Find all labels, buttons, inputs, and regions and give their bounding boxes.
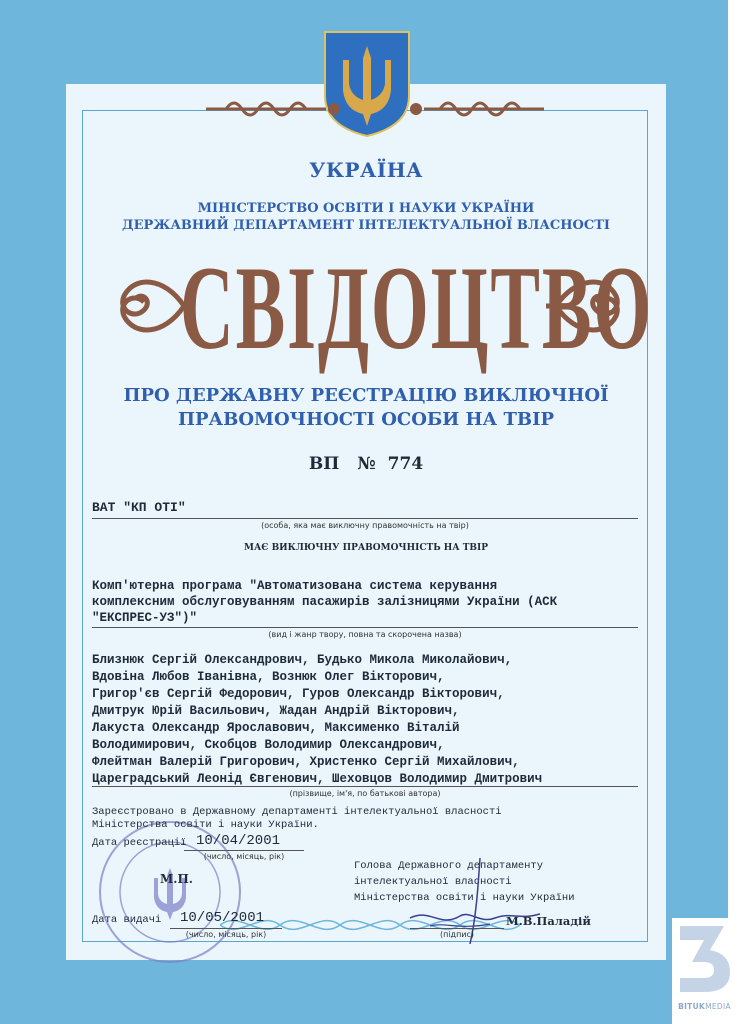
issue-date-value: 10/05/2001 <box>180 910 265 926</box>
registration-date-label: Дата реєстрації <box>92 837 187 849</box>
number-prefix: ВП <box>308 454 340 474</box>
certificate-number <box>66 454 666 474</box>
work-value: Комп'ютерна програма "Автоматизована система керування комплексним обслуговуванням пасажирів залізницями України (АСК "ЕКСПРЕС-УЗ")" <box>92 579 558 625</box>
number-value: 774 <box>387 454 424 474</box>
registration-date-underline <box>184 850 304 851</box>
seal-label: М.П. <box>160 872 193 886</box>
authors-caption: (прізвище, ім'я, по батькові автора) <box>289 789 441 798</box>
ministry-heading <box>66 200 666 234</box>
ministry-line-2: ДЕРЖАВНИЙ ДЕПАРТАМЕНТ ІНТЕЛЕКТУАЛЬНОЇ ВЛАСНОСТІ <box>122 218 610 233</box>
brand-text <box>670 1002 739 1011</box>
ornament-left-icon <box>206 94 346 124</box>
number-sign: № <box>357 454 376 474</box>
signature-caption: (підпис) <box>439 930 475 939</box>
issue-date-underline <box>170 928 282 929</box>
head-name: М.В.Паладій <box>506 914 591 928</box>
country-heading: УКРАЇНА <box>309 158 423 182</box>
registration-date-value: 10/04/2001 <box>196 833 281 849</box>
owner-caption: (особа, яка має виключну правомочність на твір) <box>261 521 469 530</box>
owner-underline <box>92 518 638 519</box>
authors-value: Близнюк Сергій Олександрович, Будько Микола Миколайович, Вдовіна Любов Іванівна, Вознюк Олег Вікторович, Григор'єв Сергій Федорович, Гуров Олександр Вікторович, Дмитрук Юрій Васильович, Жадан Андрій Вікторович, Лакуста Олександр Ярославович, Максименко Віталій Володимирович, Скобцов Володимир Олександрович, Флейтман Валерій Григорович, Христенко Сергій Михайлович, Цареградський Леонід Євгенович, Шеховцов Володимир Дмитрович <box>92 653 543 786</box>
registration-text: Зареєстровано в Державному департаменті інтелектуальної власності Міністерства освіти і науки України. <box>92 806 502 831</box>
issue-date-caption: (число, місяць, рік) <box>185 930 267 939</box>
work-underline <box>92 627 638 628</box>
issue-date-label: Дата видачі <box>92 914 162 926</box>
authors-underline <box>92 786 638 787</box>
ornament-right-icon <box>404 94 544 124</box>
registration-date-caption: (число, місяць, рік) <box>203 852 285 861</box>
brand-text-part1: BITUK <box>678 1002 706 1011</box>
ministry-line-1: МІНІСТЕРСТВО ОСВІТИ І НАУКИ УКРАЇНИ <box>197 201 535 216</box>
certificate-subtitle <box>66 384 666 432</box>
work-caption: (вид і жанр твору, повна та скорочена назва) <box>268 630 462 639</box>
brand-logo-icon <box>674 922 734 994</box>
signature-underline <box>410 928 504 929</box>
subtitle-line-2: ПРАВОМОЧНОСТІ ОСОБИ НА ТВІР <box>177 409 555 430</box>
owner-value: ВАТ "КП ОТІ" <box>92 500 186 515</box>
subtitle-line-1: ПРО ДЕРЖАВНУ РЕЄСТРАЦІЮ ВИКЛЮЧНОЇ <box>123 385 609 406</box>
brand-text-part2: MEDIA <box>705 1002 731 1011</box>
certificate-title: СВІДОЦТВО <box>180 241 654 374</box>
head-title: Голова Державного департаменту інтелектуальної власності Міністерства освіти і науки України <box>354 860 575 904</box>
has-right-heading: МАЄ ВИКЛЮЧНУ ПРАВОМОЧНІСТЬ НА ТВІР <box>243 543 489 553</box>
